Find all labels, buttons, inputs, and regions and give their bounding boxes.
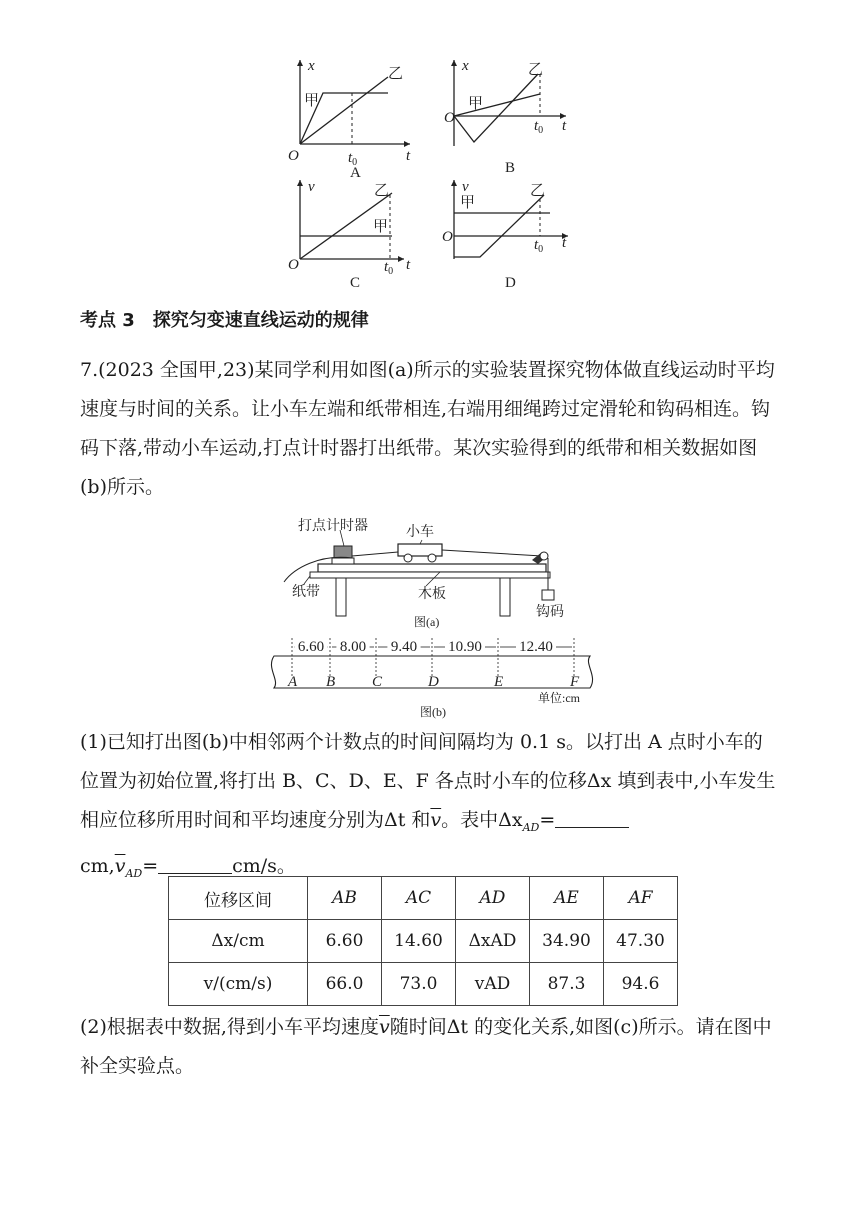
tape-spacing-label: 9.40 [390,639,418,655]
table-cell: 47.30 [604,920,678,963]
graph-b-jia-label: 甲 [468,96,484,112]
table-cell: 66.0 [308,963,382,1006]
graph-c-origin: O [288,257,299,273]
table-cell: AD [456,877,530,920]
tape-spacing-label: 6.60 [297,639,325,655]
label-board: 木板 [418,587,446,602]
graph-d-jia-label: 甲 [460,195,476,211]
graph-d-letter: D [505,275,516,290]
table-cell: 87.3 [530,963,604,1006]
tape-point-label: E [494,674,504,690]
table-row [169,920,678,963]
graph-b-origin: O [444,110,455,126]
table-cell[interactable]: vAD [456,963,530,1006]
vbar-symbol: $\overline{v}$ [430,809,442,831]
graph-a [280,50,420,180]
graph-a-y-axis-label: x [308,58,315,74]
graph-b-x-axis-label: t [562,118,567,134]
graph-d-y-axis-label: v [462,179,469,195]
graph-a-x-axis-label: t [406,148,411,164]
graph-d-x-axis-label: t [562,235,567,251]
graph-b-yi-line [454,74,538,142]
tape-point-label: F [570,674,580,690]
table-cell: 73.0 [382,963,456,1006]
graph-c-y-axis-label: v [308,179,315,195]
tape-spacing-label: 12.40 [519,639,553,655]
problem-intro: 7.(2023 全国甲,23)某同学利用如图(a)所示的实验装置探究物体做直线运动时平均速度与时间的关系。让小车左端和纸带相连,右端用细绳跨过定滑轮和钩码相连。钩码下落,带动小车运动,打点计时器打出纸带。某次实验得到的纸带和相关数据如图(b)所示。 [80,359,775,498]
tape-point-label: A [288,674,298,690]
table-cell[interactable]: ΔxAD [456,920,530,963]
graph-c-jia-label: 甲 [373,219,389,235]
graph-b-t0: $t_0$ [534,118,544,136]
graph-b [434,50,584,180]
table-row [169,963,678,1006]
cart [398,544,442,556]
table-cell: 14.60 [382,920,456,963]
answer-blank-v[interactable] [158,853,232,874]
table-cell: v/(cm/s) [169,963,308,1006]
graph-b-y-axis-label: x [462,58,469,74]
table-cell: 6.60 [308,920,382,963]
tape-point-label: B [326,674,336,690]
tape-spacing-label: 8.00 [339,639,367,655]
timer [334,546,352,558]
graph-d-yi-label: 乙 [530,183,546,199]
table-row [169,877,678,920]
data-table [168,876,678,1006]
figure-b-tape [262,632,602,720]
graph-a-jia-label: 甲 [304,93,320,109]
graph-c-letter: C [350,275,361,290]
weight [542,590,554,600]
graph-a-yi-line [300,77,388,144]
table-cell: AC [382,877,456,920]
graph-b-letter: B [505,160,516,176]
graph-d-origin: O [442,229,453,245]
label-tape: 纸带 [292,585,320,600]
table-cell: 位移区间 [169,877,308,920]
table-cell: 94.6 [604,963,678,1006]
tape-unit: 单位:cm [538,691,580,705]
tape-point-label: D [428,674,439,690]
table-cell: AF [604,877,678,920]
graph-c-yi-label: 乙 [374,183,390,199]
section-title: 考点 3 探究匀变速直线运动的规律 [80,310,369,331]
question-1: (1)已知打出图(b)中相邻两个计数点的时间间隔均为 0.1 s。以打出 A 点时小车的位置为初始位置,将打出 B、C、D、E、F 各点时小车的位移Δx 填到表中,小车发生相应位移所用时间和平均速度分别为Δt 和$\overline{v}$。表中$\Delta x_{AD}=$ $cm,\overline{v}_{AD}= cm/s$。 [80,731,776,880]
table-cell: Δx/cm [169,920,308,963]
figure-b-caption: 图(b) [420,705,446,719]
graph-d [434,175,584,290]
tape-spacing-label: 10.90 [448,639,482,655]
label-timer: 打点计时器 [298,519,368,534]
graph-a-letter: A [350,165,361,180]
answer-blank-dx[interactable] [555,807,629,828]
graph-c-t0: $t_0$ [384,259,394,277]
question-2: (2)根据表中数据,得到小车平均速度$\overline{v}$随时间Δt 的变化关系,如图(c)所示。请在图中补全实验点。 [80,1016,772,1077]
table-cell: AB [308,877,382,920]
graph-d-t0: $t_0$ [534,237,544,255]
graph-c [280,175,420,290]
graph-c-x-axis-label: t [406,257,411,273]
graph-b-jia-line [454,94,540,116]
label-weight: 钩码 [536,605,564,620]
graph-a-yi-label: 乙 [388,66,404,82]
graph-a-t0: $t_0$ [348,150,358,168]
table-cell: 34.90 [530,920,604,963]
tape-point-label: C [372,674,383,690]
board [318,564,546,572]
label-cart: 小车 [406,525,434,540]
table-cell: AE [530,877,604,920]
figure-a-apparatus [280,512,600,632]
graph-a-origin: O [288,148,299,164]
graph-b-yi-label: 乙 [528,62,544,78]
figure-a-caption: 图(a) [414,615,440,629]
